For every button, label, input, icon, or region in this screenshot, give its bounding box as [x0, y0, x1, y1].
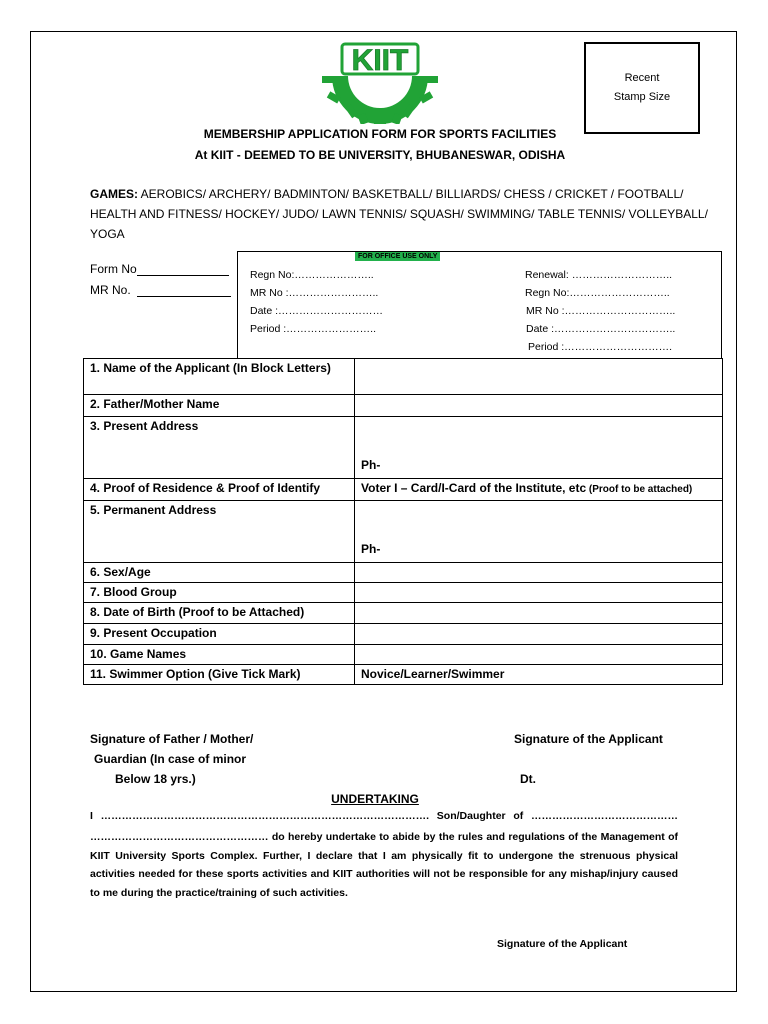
office-renewal-regn-no: Regn No:……………………….. [525, 287, 670, 299]
table-row [84, 359, 723, 395]
undertaking-parent-blank: …………………………………… [530, 810, 678, 822]
row-label: 6. Sex/Age [84, 563, 355, 583]
proof-note: (Proof to be attached) [586, 484, 693, 495]
table-row [84, 645, 723, 665]
proof-value: Voter I – Card/I-Card of the Institute, etc [361, 481, 587, 495]
permanent-address-field[interactable] [355, 501, 723, 563]
table-row [84, 583, 723, 603]
games-label: GAMES: [90, 187, 138, 201]
occupation-field[interactable] [355, 624, 723, 645]
table-row [84, 665, 723, 685]
undertaking-name-blank: …………………………………………………………………………………. [100, 810, 430, 822]
table-row [84, 479, 723, 501]
table-row [84, 395, 723, 417]
office-renewal-mr-no: MR No :………………………….. [526, 305, 676, 317]
present-phone-label: Ph- [361, 458, 381, 472]
game-names-field[interactable] [355, 645, 723, 665]
proof-field[interactable] [355, 479, 723, 501]
undertaking-first-line [90, 810, 678, 822]
sex-age-field[interactable] [355, 563, 723, 583]
office-use-tag: FOR OFFICE USE ONLY [355, 252, 440, 261]
table-row [84, 501, 723, 563]
office-renewal-period: Period :…………………………. [528, 341, 673, 353]
applicant-signature-label: Signature of the Applicant [514, 732, 663, 746]
row-label: 10. Game Names [84, 645, 355, 665]
form-no-label: Form No [90, 262, 137, 276]
institute-title: At KIIT - DEEMED TO BE UNIVERSITY, BHUBANESWAR, ODISHA [194, 148, 566, 162]
blood-group-field[interactable] [355, 583, 723, 603]
guardian-signature-line-2: Guardian (In case of minor [94, 752, 247, 766]
row-label: 11. Swimmer Option (Give Tick Mark) [84, 665, 355, 685]
office-mr-no: MR No :…………………….. [250, 287, 379, 299]
row-label: 9. Present Occupation [84, 624, 355, 645]
row-label: 1. Name of the Applicant (In Block Letters) [84, 359, 355, 395]
row-label: 7. Blood Group [84, 583, 355, 603]
stamp-line-1: Recent [624, 72, 660, 84]
form-no-line [137, 263, 229, 276]
applicant-name-field[interactable] [355, 359, 723, 395]
guardian-signature-line-1: Signature of Father / Mother/ [90, 732, 254, 746]
applicant-details-table [83, 358, 723, 685]
row-label: 5. Permanent Address [84, 501, 355, 563]
row-label: 8. Date of Birth (Proof to be Attached) [84, 603, 355, 624]
undertaking-i: I [90, 810, 93, 822]
office-renewal: Renewal: ……………………….. [525, 269, 673, 281]
office-regn-no: Regn No:………………….. [250, 269, 374, 281]
office-period: Period :…………………….. [250, 323, 377, 335]
games-list [90, 184, 710, 244]
office-date: Date :………………………… [250, 305, 384, 317]
stamp-photo-box [584, 42, 700, 134]
office-use-box [237, 251, 722, 359]
permanent-phone-label: Ph- [361, 542, 381, 556]
games-values: AEROBICS/ ARCHERY/ BADMINTON/ BASKETBALL/ BILLIARDS/ CHESS / CRICKET / FOOTBALL/ HEALTH AND FITNESS/ HOCKEY/ JUDO/ LAWN TENNIS/ SQUASH/ SWIMMING/ TABLE TENNIS/ VOLLEYBALL/ YOGA [90, 187, 708, 241]
mr-no-label: MR No. [90, 283, 131, 297]
row-label: 3. Present Address [84, 417, 355, 479]
undertaking-of: of [513, 810, 524, 822]
present-address-field[interactable] [355, 417, 723, 479]
parent-name-field[interactable] [355, 395, 723, 417]
undertaking-body: …………………………………………… do hereby undertake to abide by the rules and regulations of the Management of KIIT University Sports Complex. Further, I declare that I am physically fit to undergone the strenuous physical activities needed for these sports activities and KIIT authorities will not be responsible for any mishap/injury caused to me during the practice/training of such activities. [90, 831, 678, 899]
stamp-line-2: Stamp Size [613, 91, 671, 103]
kiit-logo-icon [318, 40, 442, 124]
mr-no-field[interactable] [90, 283, 231, 297]
logo-text: KIIT [351, 44, 409, 77]
form-no-field[interactable] [90, 262, 229, 276]
undertaking-relation: Son/Daughter [436, 810, 506, 822]
row-label: 4. Proof of Residence & Proof of Identify [84, 479, 355, 501]
table-row [84, 417, 723, 479]
mr-no-line [137, 284, 231, 297]
guardian-signature-line-3: Below 18 yrs.) [115, 772, 196, 786]
swimmer-option-field[interactable]: Novice/Learner/Swimmer [355, 665, 723, 685]
form-title: MEMBERSHIP APPLICATION FORM FOR SPORTS FACILITIES [203, 127, 557, 141]
office-renewal-date: Date :…………………………….. [526, 323, 676, 335]
date-label: Dt. [520, 772, 536, 786]
table-row [84, 603, 723, 624]
dob-field[interactable] [355, 603, 723, 624]
table-row [84, 563, 723, 583]
undertaking-heading: UNDERTAKING [331, 792, 419, 806]
table-row [84, 624, 723, 645]
row-label: 2. Father/Mother Name [84, 395, 355, 417]
final-applicant-signature: Signature of the Applicant [497, 938, 628, 950]
